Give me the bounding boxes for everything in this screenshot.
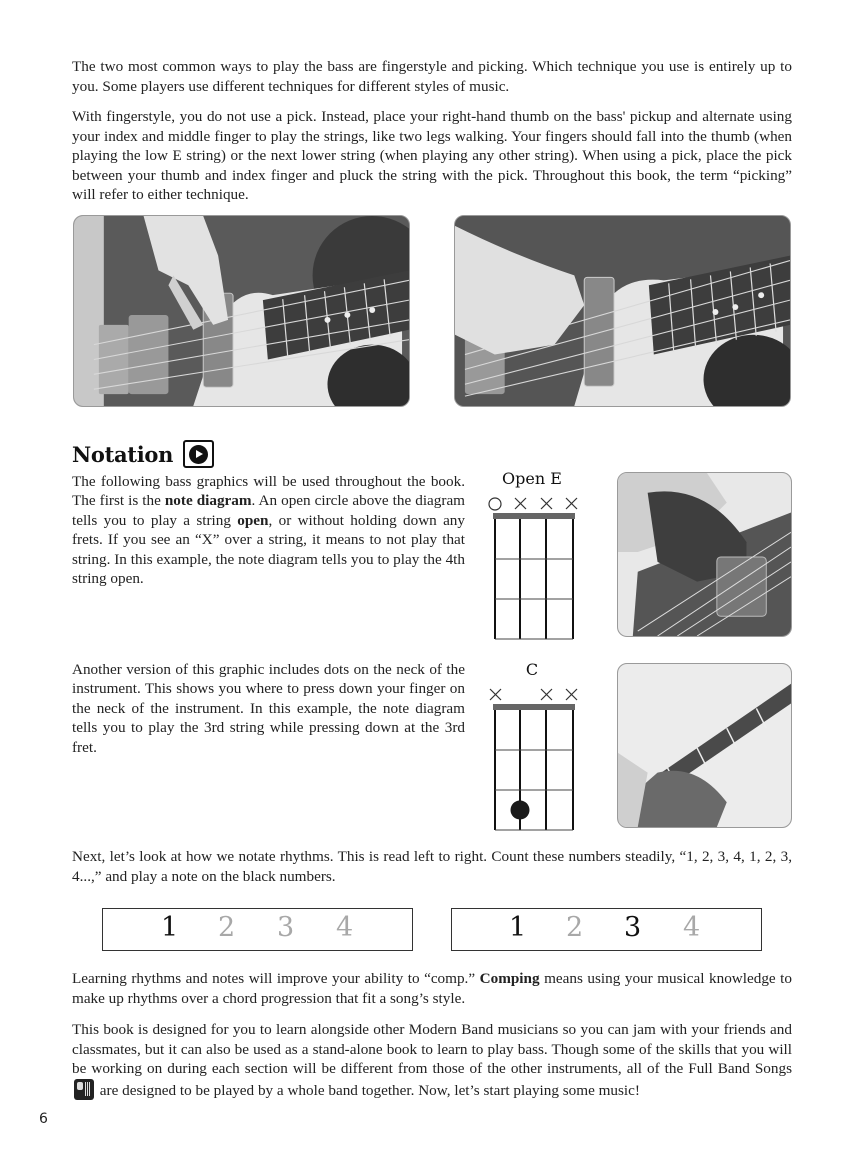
- intro-paragraph-2: With fingerstyle, you do not use a pick. Instead, place your right-hand thumb on the bass' pickup and alternate using your index and middle finger to play the strings, like two legs walking. Your fingers should fall into the thumb (when playing the low E string) or the next lower string (when playing any other string). When using a pick, place the pick between your thumb and index finger and pluck the string with the pick. Throughout this book, the term “picking” will refer to either technique.: [72, 108, 792, 204]
- diagram-title: C: [525, 660, 539, 679]
- fingerstyle-photo: [73, 215, 410, 407]
- c-note-image: [618, 664, 791, 827]
- play-video-icon[interactable]: [183, 440, 214, 468]
- term-open: open: [237, 511, 269, 529]
- beat-1: 1: [509, 912, 527, 943]
- beat-4: 4: [683, 912, 701, 943]
- beat-3: 3: [277, 912, 295, 943]
- notation-paragraph-1: The following bass graphics will be used throughout the book. The first is the note diagram. An open circle above the diagram tells you to play a string open, or without holding down any frets. If you see an “X” over a string, it means to not play that string. In this example, the note diagram tells you to play the 4th string open.: [72, 473, 465, 588]
- muted-string-icons: [515, 498, 577, 509]
- beat-4: 4: [336, 912, 354, 943]
- open-string-icon: [489, 498, 501, 510]
- notation-heading-row: [72, 440, 214, 468]
- fretboard-grid: [482, 491, 582, 641]
- fretboard-grid: [482, 682, 582, 832]
- pick-image: [455, 216, 790, 406]
- open-e-photo: [617, 472, 792, 637]
- closing-paragraph: This book is designed for you to learn alongside other Modern Band musicians so you can jam with your friends and classmates, but it can also be used as a stand-alone book to learn to play bass. Though some of the skills that you will be working on during each section will be different from those of the other instruments, all of the Full Band Songs are designed to be played by a whole band together. Now, let’s start playing some music!: [72, 1021, 792, 1099]
- pick-photo: [454, 215, 791, 407]
- rhythm-box-2: [451, 908, 762, 951]
- note-diagram-c: [482, 660, 582, 832]
- beat-2: 2: [218, 912, 236, 943]
- rhythm-box-1: [102, 908, 413, 951]
- note-diagram-open-e: [482, 469, 582, 641]
- diagram-title: Open E: [502, 469, 562, 488]
- fret-dot-icon: [511, 801, 530, 820]
- fingerstyle-image: [74, 216, 409, 406]
- comping-paragraph: Learning rhythms and notes will improve your ability to “comp.” Comping means using your musical knowledge to make up rhythms over a chord progression that fit a song’s style.: [72, 970, 792, 1007]
- term-note-diagram: note diagram: [164, 492, 252, 510]
- section-title: Notation: [72, 441, 174, 467]
- full-band-songs-icon: [74, 1079, 94, 1100]
- muted-string-icons: [490, 689, 577, 700]
- notation-paragraph-2: Another version of this graphic includes dots on the neck of the instrument. This shows you where to press down your finger on the neck of the instrument. In this example, the note diagram tells you to play the 3rd string while pressing down at the 3rd fret.: [72, 661, 465, 756]
- rhythm-paragraph: Next, let’s look at how we notate rhythms. This is read left to right. Count these numbers steadily, “1, 2, 3, 4, 1, 2, 3, 4...,” and play a note on the black numbers.: [72, 848, 792, 885]
- beat-3: 3: [624, 912, 642, 943]
- term-comping: Comping: [479, 970, 540, 987]
- beat-1: 1: [161, 912, 179, 943]
- open-e-image: [618, 473, 791, 636]
- intro-paragraph-1: The two most common ways to play the bass are fingerstyle and picking. Which technique you use is entirely up to you. Some players use different techniques for different styles of music.: [72, 58, 792, 95]
- page-number: 6: [39, 1111, 48, 1127]
- beat-2: 2: [566, 912, 584, 943]
- c-note-photo: [617, 663, 792, 828]
